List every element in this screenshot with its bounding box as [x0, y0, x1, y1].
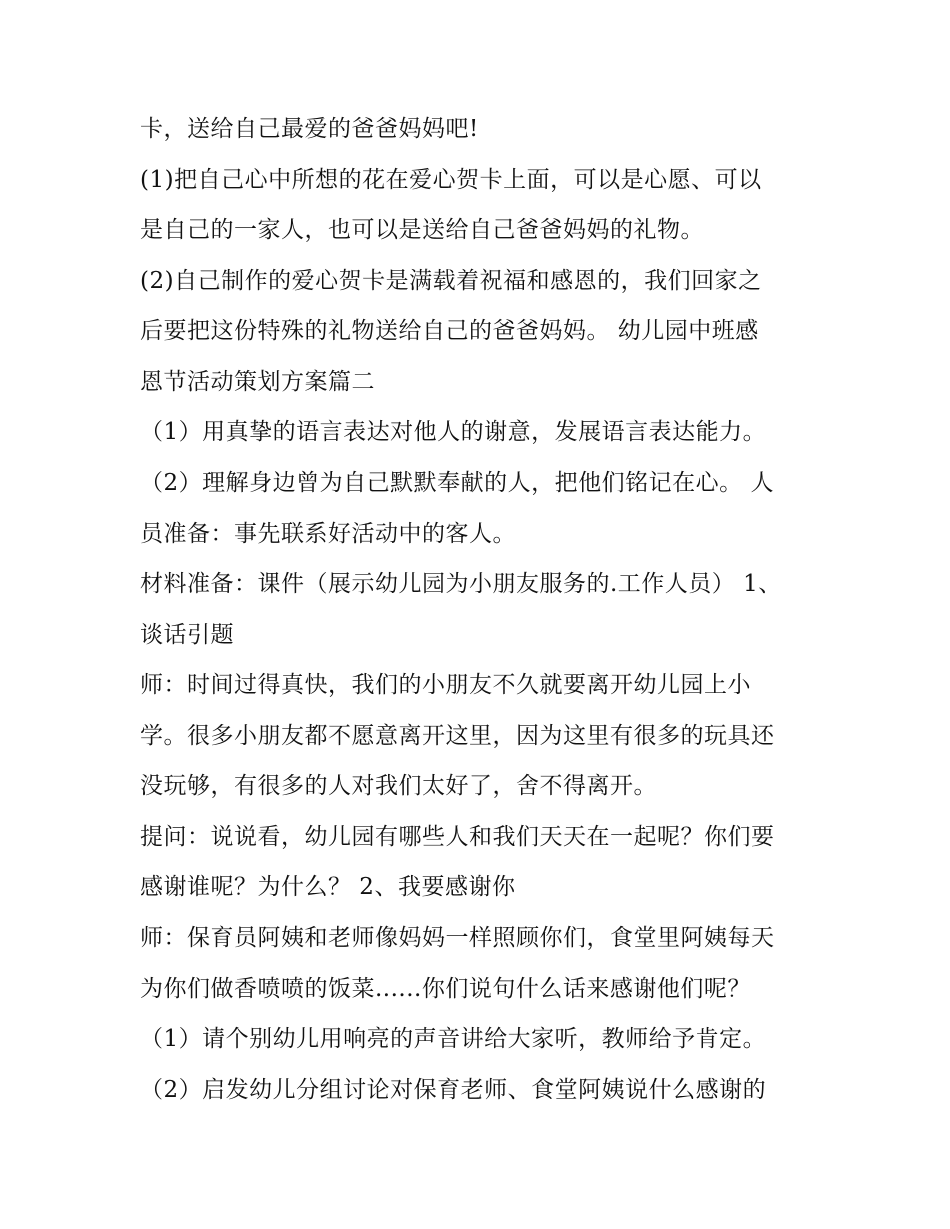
text-line: 提问：说说看，幼儿园有哪些人和我们天天在一起呢？你们要: [140, 824, 775, 850]
text-line: 没玩够，有很多的人对我们太好了，舍不得离开。: [140, 773, 657, 799]
text-line: 感谢谁呢？为什么？ 2、我要感谢你: [140, 874, 516, 900]
text-line: 为你们做香喷喷的饭菜......你们说句什么话来感谢他们呢？: [140, 976, 751, 1002]
text-line: 师：时间过得真快，我们的小朋友不久就要离开幼儿园上小: [140, 672, 751, 698]
text-line: （2）启发幼儿分组讨论对保育老师、食堂阿姨说什么感谢的: [140, 1077, 767, 1103]
text-line: 师：保育员阿姨和老师像妈妈一样照顾你们，食堂里阿姨每天: [140, 925, 775, 951]
text-line: 是自己的一家人，也可以是送给自己爸爸妈妈的礼物。: [140, 217, 704, 243]
text-line: 学。很多小朋友都不愿意离开这里，因为这里有很多的玩具还: [140, 723, 775, 749]
text-line: 卡，送给自己最爱的爸爸妈妈吧!: [140, 116, 479, 142]
text-line: （2）理解身边曾为自己默默奉献的人，把他们铭记在心。 人: [140, 470, 774, 496]
text-line: 员准备：事先联系好活动中的客人。: [140, 521, 516, 547]
text-line: (2)自己制作的爱心贺卡是满载着祝福和感恩的，我们回家之: [140, 268, 762, 294]
text-line: 材料准备：课件（展示幼儿园为小朋友服务的.工作人员） 1、: [140, 571, 782, 597]
text-line: 谈话引题: [140, 622, 234, 648]
text-line: （1）用真挚的语言表达对他人的谢意，发展语言表达能力。: [140, 419, 767, 445]
text-line: （1）请个别幼儿用响亮的声音讲给大家听，教师给予肯定。: [140, 1026, 767, 1052]
section-heading-line: 恩节活动策划方案篇二: [140, 369, 375, 395]
text-line: (1)把自己心中所想的花在爱心贺卡上面，可以是心愿、可以: [140, 167, 762, 193]
text-line: 后要把这份特殊的礼物送给自己的爸爸妈妈。 幼儿园中班感: [140, 318, 759, 344]
